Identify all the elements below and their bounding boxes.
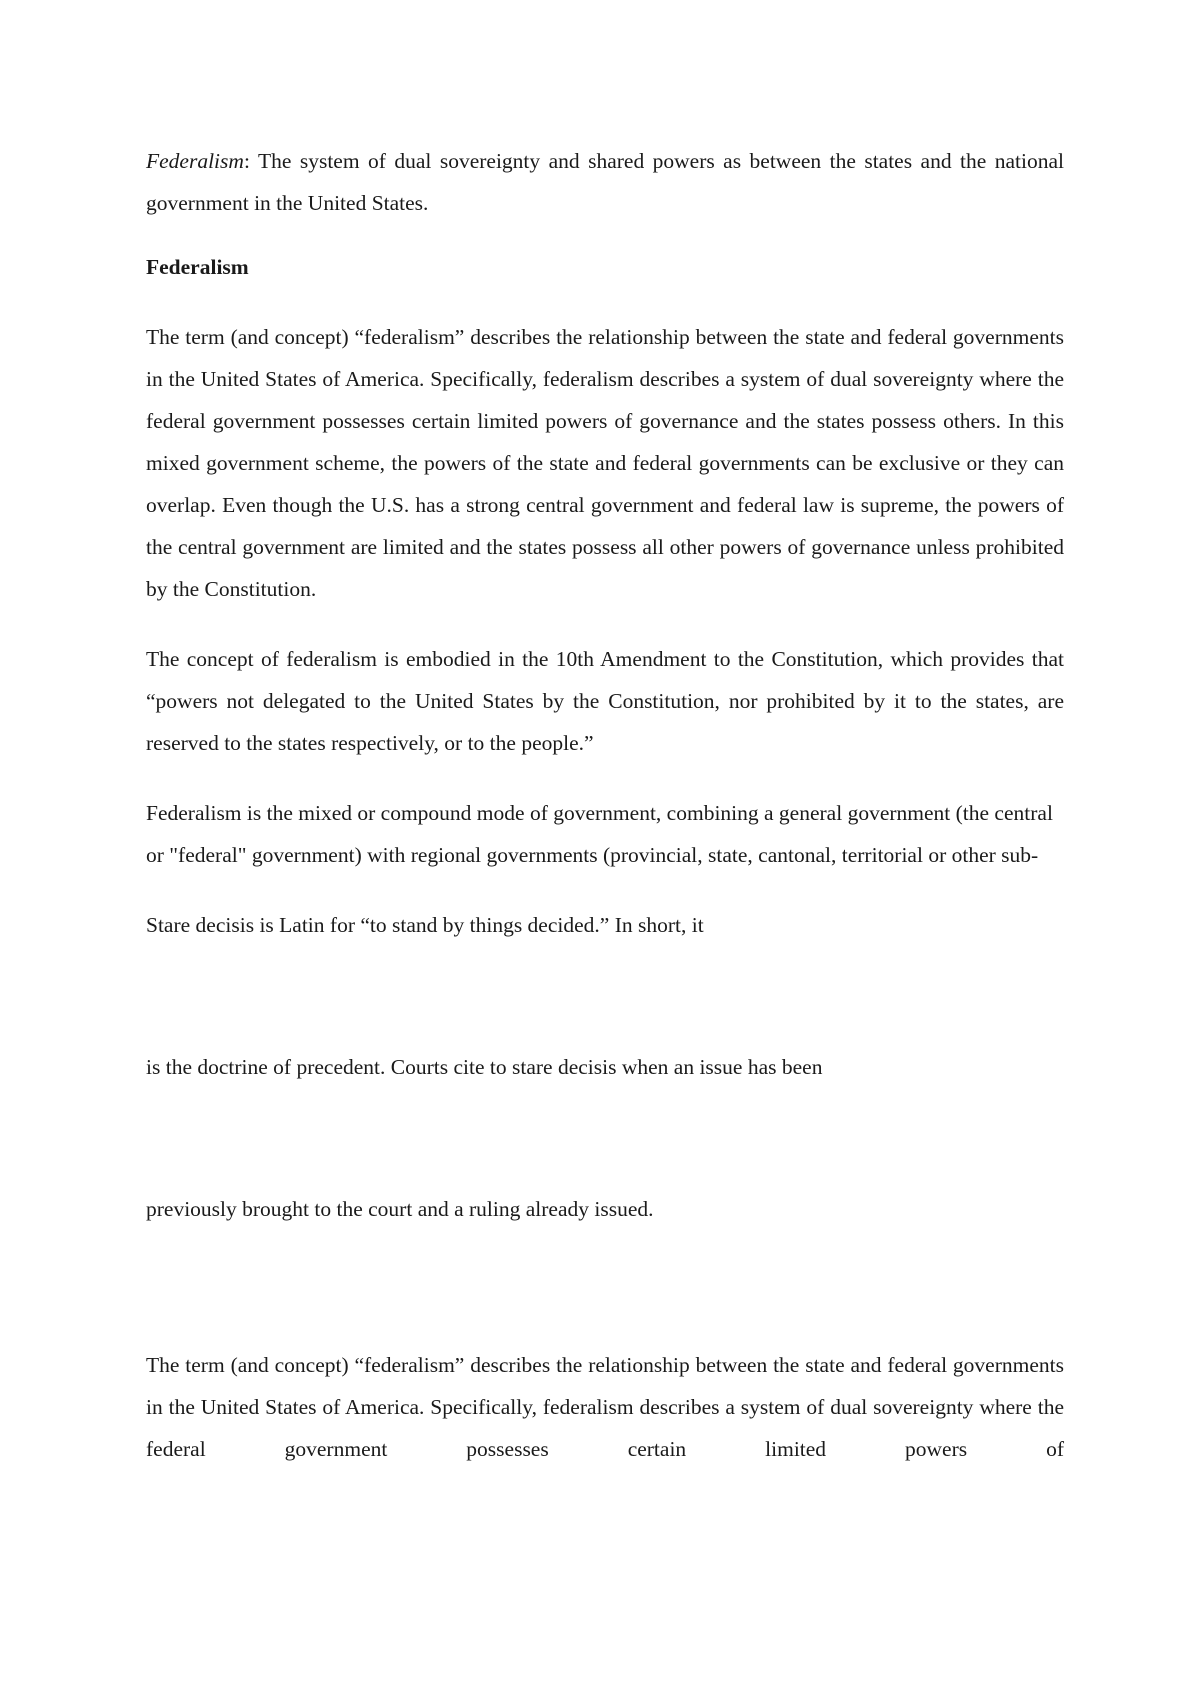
paragraph-mixed-government: Federalism is the mixed or compound mode of government, combining a general government (the central or "federal" government) with regional governments (provincial, state, cantonal, territorial or other sub- — [146, 801, 1053, 867]
section-heading: Federalism — [146, 255, 249, 279]
paragraph-federalism-relationship: The term (and concept) “federalism” describes the relationship between the state and federal governments in the United States of America. Specifically, federalism describes a system of dual sovereignty where the federal government possesses certain limited powers of governance and the states possess others. In this mixed government scheme, the powers of the state and federal governments can be exclusive or they can overlap. Even though the U.S. has a strong central government and federal law is supreme, the powers of the central government are limited and the states possess all other powers of governance unless prohibited by the Constitution. — [146, 325, 1064, 601]
definition-text: : The system of dual sovereignty and shared powers as between the states and the national government in the United States. — [146, 149, 1064, 215]
paragraph-federalism-relationship-repeat: The term (and concept) “federalism” describes the relationship between the state and federal governments in the United States of America. Specifically, federalism describes a system of dual sovereignty where the federal government possesses certain limited powers of — [146, 1353, 1064, 1461]
document-body — [146, 140, 1064, 1470]
paragraph-tenth-amendment: The concept of federalism is embodied in the 10th Amendment to the Constitution, which provides that “powers not delegated to the United States by the Constitution, nor prohibited by it to the states, are reserved to the states respectively, or to the people.” — [146, 647, 1064, 755]
paragraph-stare-decisis-line-1: Stare decisis is Latin for “to stand by things decided.” In short, it — [146, 913, 704, 937]
definition-term: Federalism — [146, 149, 244, 173]
paragraph-stare-decisis-line-3: previously brought to the court and a ruling already issued. — [146, 1197, 654, 1221]
definition-paragraph — [146, 140, 1064, 224]
paragraph-stare-decisis-line-2: is the doctrine of precedent. Courts cite to stare decisis when an issue has been — [146, 1055, 823, 1079]
